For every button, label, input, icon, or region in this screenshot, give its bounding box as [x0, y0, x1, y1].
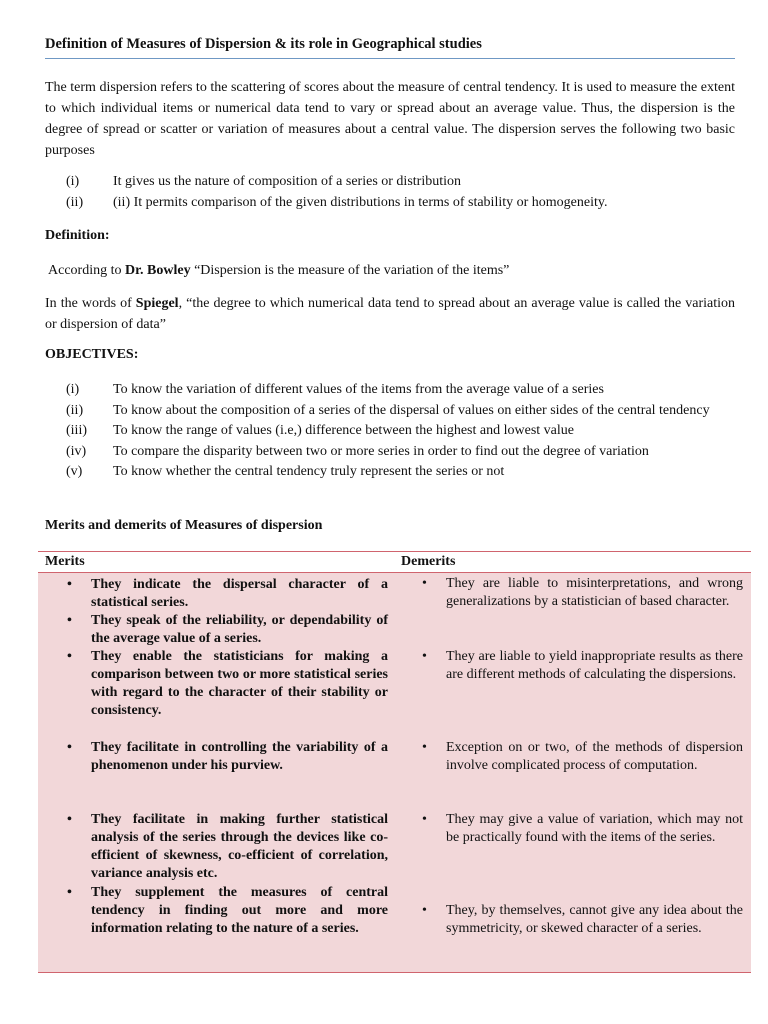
list-text: To know about the composition of a series of the dispersal of values on either sides of the central tendency: [113, 402, 710, 418]
bullet-icon: •: [67, 812, 72, 827]
objectives-heading: OBJECTIVES:: [45, 347, 139, 362]
list-item: [66, 172, 735, 193]
list-number: (i): [66, 174, 80, 189]
list-item: [66, 421, 735, 442]
demerit-item: [422, 739, 743, 775]
list-number: (iii): [66, 423, 87, 438]
merit-text: They facilitate in making further statistical analysis of the series through the devices like co-efficient of skewness, co-efficient of correlation, variance analysis etc.: [91, 812, 388, 881]
list-number: (ii): [66, 194, 84, 210]
list-number: (iv): [66, 443, 87, 459]
bullet-icon: •: [422, 649, 427, 664]
merit-item: [67, 648, 388, 720]
bullet-icon: •: [422, 812, 427, 827]
demerit-item: [422, 575, 743, 611]
list-text: (ii) It permits comparison of the given distributions in terms of stability or homogeneity.: [113, 194, 608, 210]
list-number: (v): [66, 464, 83, 479]
list-text: It gives us the nature of composition of a series or distribution: [113, 174, 461, 189]
merit-text: They speak of the reliability, or dependability of the average value of a series.: [91, 613, 388, 646]
merit-text: They enable the statisticians for making a comparison between two or more statistical series with regard to the character of their stability or consistency.: [91, 649, 388, 718]
list-number: (i): [66, 382, 80, 397]
list-text: To know the variation of different values of the items from the average value of a series: [113, 382, 604, 397]
bowley-quote: “Dispersion is the measure of the variation of the items”: [190, 263, 510, 278]
title-underline: [45, 58, 735, 59]
merits-column-header: Merits: [45, 554, 85, 569]
demerit-item: [422, 902, 743, 938]
list-item: [66, 442, 735, 463]
merit-text: They facilitate in controlling the variability of a phenomenon under his purview.: [91, 740, 388, 773]
demerit-text: Exception on or two, of the methods of dispersion involve complicated process of computation.: [446, 740, 743, 773]
definition-heading: Definition:: [45, 228, 110, 243]
demerit-text: They are liable to misinterpretations, and wrong generalizations by a statistician of based character.: [446, 576, 743, 609]
demerit-text: They may give a value of variation, which may not be practically found with the items of the series.: [446, 812, 743, 845]
merits-demerits-table: [38, 551, 751, 973]
list-number: (ii): [66, 402, 84, 418]
demerit-item: [422, 811, 743, 847]
objectives-list: [66, 380, 735, 483]
list-text: To know whether the central tendency truly represent the series or not: [113, 464, 505, 479]
list-text: To compare the disparity between two or more series in order to find out the degree of variation: [113, 443, 649, 459]
demerit-text: They, by themselves, cannot give any idea about the symmetricity, or skewed character of a series.: [446, 903, 743, 936]
bullet-icon: •: [422, 903, 427, 918]
bullet-icon: •: [67, 885, 72, 900]
merit-item: [67, 739, 388, 775]
list-item: [66, 193, 735, 214]
bullet-icon: •: [67, 740, 72, 755]
bullet-icon: •: [422, 740, 427, 755]
bowley-name: Dr. Bowley: [124, 263, 191, 278]
bullet-icon: •: [422, 576, 427, 591]
demerit-text: They are liable to yield inappropriate results as there are different methods of calculating the dispersions.: [446, 649, 743, 682]
intro-paragraph: The term dispersion refers to the scattering of scores about the measure of central tendency. It is used to measure the extent to which individual items or numerical data tend to vary or spread about an average value. Thus, the dispersion is the degree of spread or scatter or variation of measures about a central value. The dispersion serves the following two basic purposes: [45, 80, 735, 158]
demerit-item: [422, 648, 743, 684]
list-item: [66, 462, 735, 483]
table-header-row: [38, 552, 751, 573]
purposes-list: [66, 172, 735, 213]
demerits-column-header: Demerits: [401, 554, 456, 569]
list-text: To know the range of values (i.e,) difference between the highest and lowest value: [113, 423, 574, 438]
merits-demerits-heading: Merits and demerits of Measures of dispersion: [45, 518, 323, 533]
table-body: [38, 573, 751, 972]
merit-text: They supplement the measures of central tendency in finding out more and more information relating to the nature of a series.: [91, 885, 388, 936]
spiegel-name: Spiegel: [135, 296, 179, 311]
bullet-icon: •: [67, 577, 72, 592]
merit-item: [67, 612, 388, 648]
bowley-definition: [48, 260, 738, 281]
list-item: [66, 401, 735, 422]
bullet-icon: •: [67, 649, 72, 664]
bullet-icon: •: [67, 613, 72, 628]
document-title: Definition of Measures of Dispersion & its role in Geographical studies: [45, 36, 482, 52]
merit-item: [67, 576, 388, 612]
merit-item: [67, 884, 388, 938]
bowley-prefix: According to: [48, 263, 125, 278]
spiegel-definition: [45, 293, 735, 335]
list-item: [66, 380, 735, 401]
merit-item: [67, 811, 388, 883]
merit-text: They indicate the dispersal character of a statistical series.: [91, 577, 388, 610]
spiegel-prefix: In the words of: [45, 296, 136, 311]
spiegel-quote: , “the degree to which numerical data tend to spread about an average value is called the variation or dispersion of data”: [45, 296, 735, 332]
